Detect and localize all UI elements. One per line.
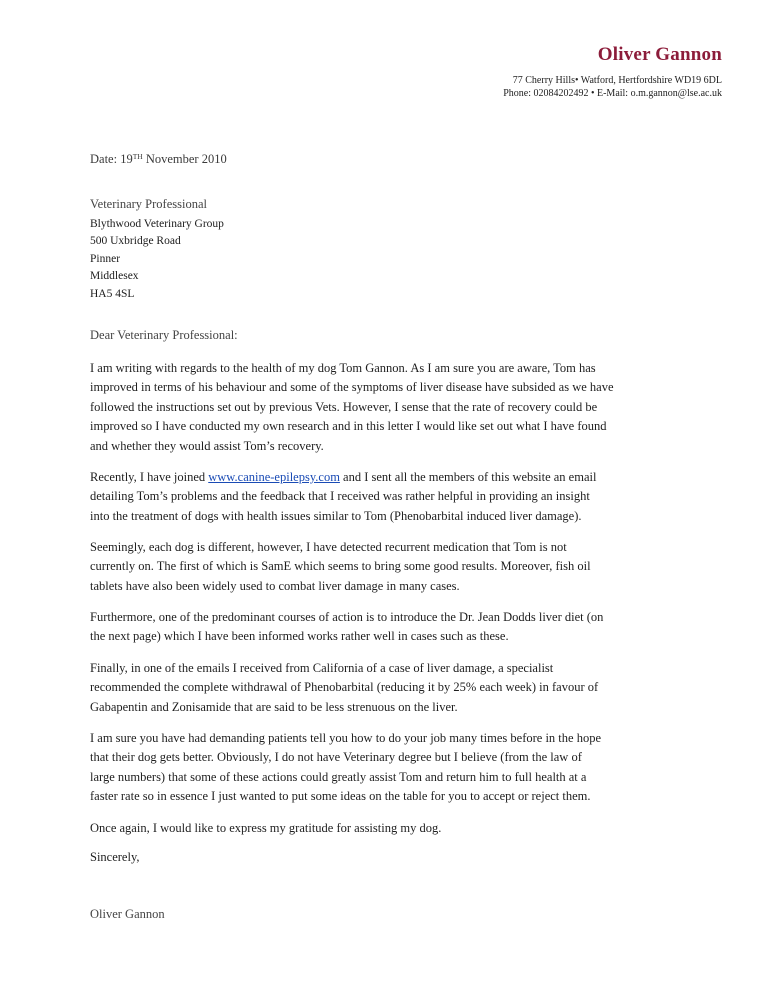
paragraph-line: improved so I have conducted my own research and in this letter I would like set out what I have found [90,419,607,434]
date-prefix: Date: 19 [90,152,133,166]
recipient-line: 500 Uxbridge Road [90,235,181,248]
sender-contact: Phone: 02084202492 • E-Mail: o.m.gannon@lse.ac.uk [503,88,722,99]
paragraph-4 [90,608,690,647]
paragraph-line: recommended the complete withdrawal of Phenobarbital (reducing it by 25% each week) in favour of [90,680,599,695]
paragraph-line: Seemingly, each dog is different, however, I have detected recurrent medication that Tom is not [90,540,567,554]
sign-off: Sincerely, [90,850,140,864]
paragraph-line: and whether they would assist Tom’s recovery. [90,438,324,453]
paragraph-1 [90,359,690,456]
closing-line: Once again, I would like to express my gratitude for assisting my dog. [90,821,442,835]
recipient-address [90,216,224,303]
text-after-link: and I sent all the members of this website an email [339,470,597,484]
paragraph-line: the next page) which I have been informed works rather well in cases such as these. [90,629,509,644]
paragraph-5 [90,659,690,717]
paragraph-line: Furthermore, one of the predominant courses of action is to introduce the Dr. Jean Dodds liver diet (on [90,610,604,624]
letter-date [90,152,227,167]
paragraph-line: I am writing with regards to the health of my dog Tom Gannon. As I am sure you are aware, Tom has [90,361,596,375]
paragraph-line: into the treatment of dogs with health issues similar to Tom (Phenobarbital induced liver damage). [90,508,582,523]
canine-epilepsy-link[interactable]: www.canine-epilepsy.com [208,470,340,484]
paragraph-line: followed the instructions set out by previous Vets. However, I sense that the rate of recovery could be [90,399,598,414]
salutation: Dear Veterinary Professional: [90,328,238,342]
recipient-line: Pinner [90,252,121,265]
paragraph-6 [90,729,690,807]
sender-address: 77 Cherry Hills• Watford, Hertfordshire WD19 6DL [512,75,722,86]
sender-name: Oliver Gannon [597,44,722,65]
paragraph-line: detailing Tom’s problems and the feedback that I received was rather helpful in providing an insight [90,489,590,504]
paragraph-3 [90,538,690,596]
paragraph-line: I am sure you have had demanding patients tell you how to do your job many times before in the hope [90,731,601,745]
paragraph-line: Finally, in one of the emails I received from California of a case of liver damage, a specialist [90,661,554,675]
date-rest: November 2010 [142,152,227,166]
recipient-line: Blythwood Veterinary Group [90,218,224,230]
paragraph-line: large numbers) that some of these actions could greatly assist Tom and return him to full health at a [90,769,587,784]
paragraph-line: Gabapentin and Zonisamide that are said to be less strenuous on the liver. [90,699,458,714]
text-before-link: Recently, I have joined [90,470,209,484]
paragraph-line [90,468,690,487]
recipient-title: Veterinary Professional [90,197,207,211]
signature-name: Oliver Gannon [90,907,165,921]
recipient-line: HA5 4SL [90,287,135,300]
paragraph-line: improved in terms of his behaviour and some of the symptoms of liver disease have subsided as we have [90,380,614,395]
date-ordinal: TH [132,152,143,161]
paragraph-line: faster rate so in essence I just wanted to put some ideas on the table for you to accept or reject them. [90,789,591,804]
paragraph-line: that their dog gets better. Obviously, I do not have Veterinary degree but I believe (from the law of [90,750,582,765]
paragraph-line: tablets have also been widely used to combat liver damage in many cases. [90,578,460,593]
recipient-line: Middlesex [90,270,139,283]
paragraph-2 [90,468,690,526]
paragraph-line: currently on. The first of which is SamE which seems to bring some good results. Moreover, fish oil [90,559,591,574]
